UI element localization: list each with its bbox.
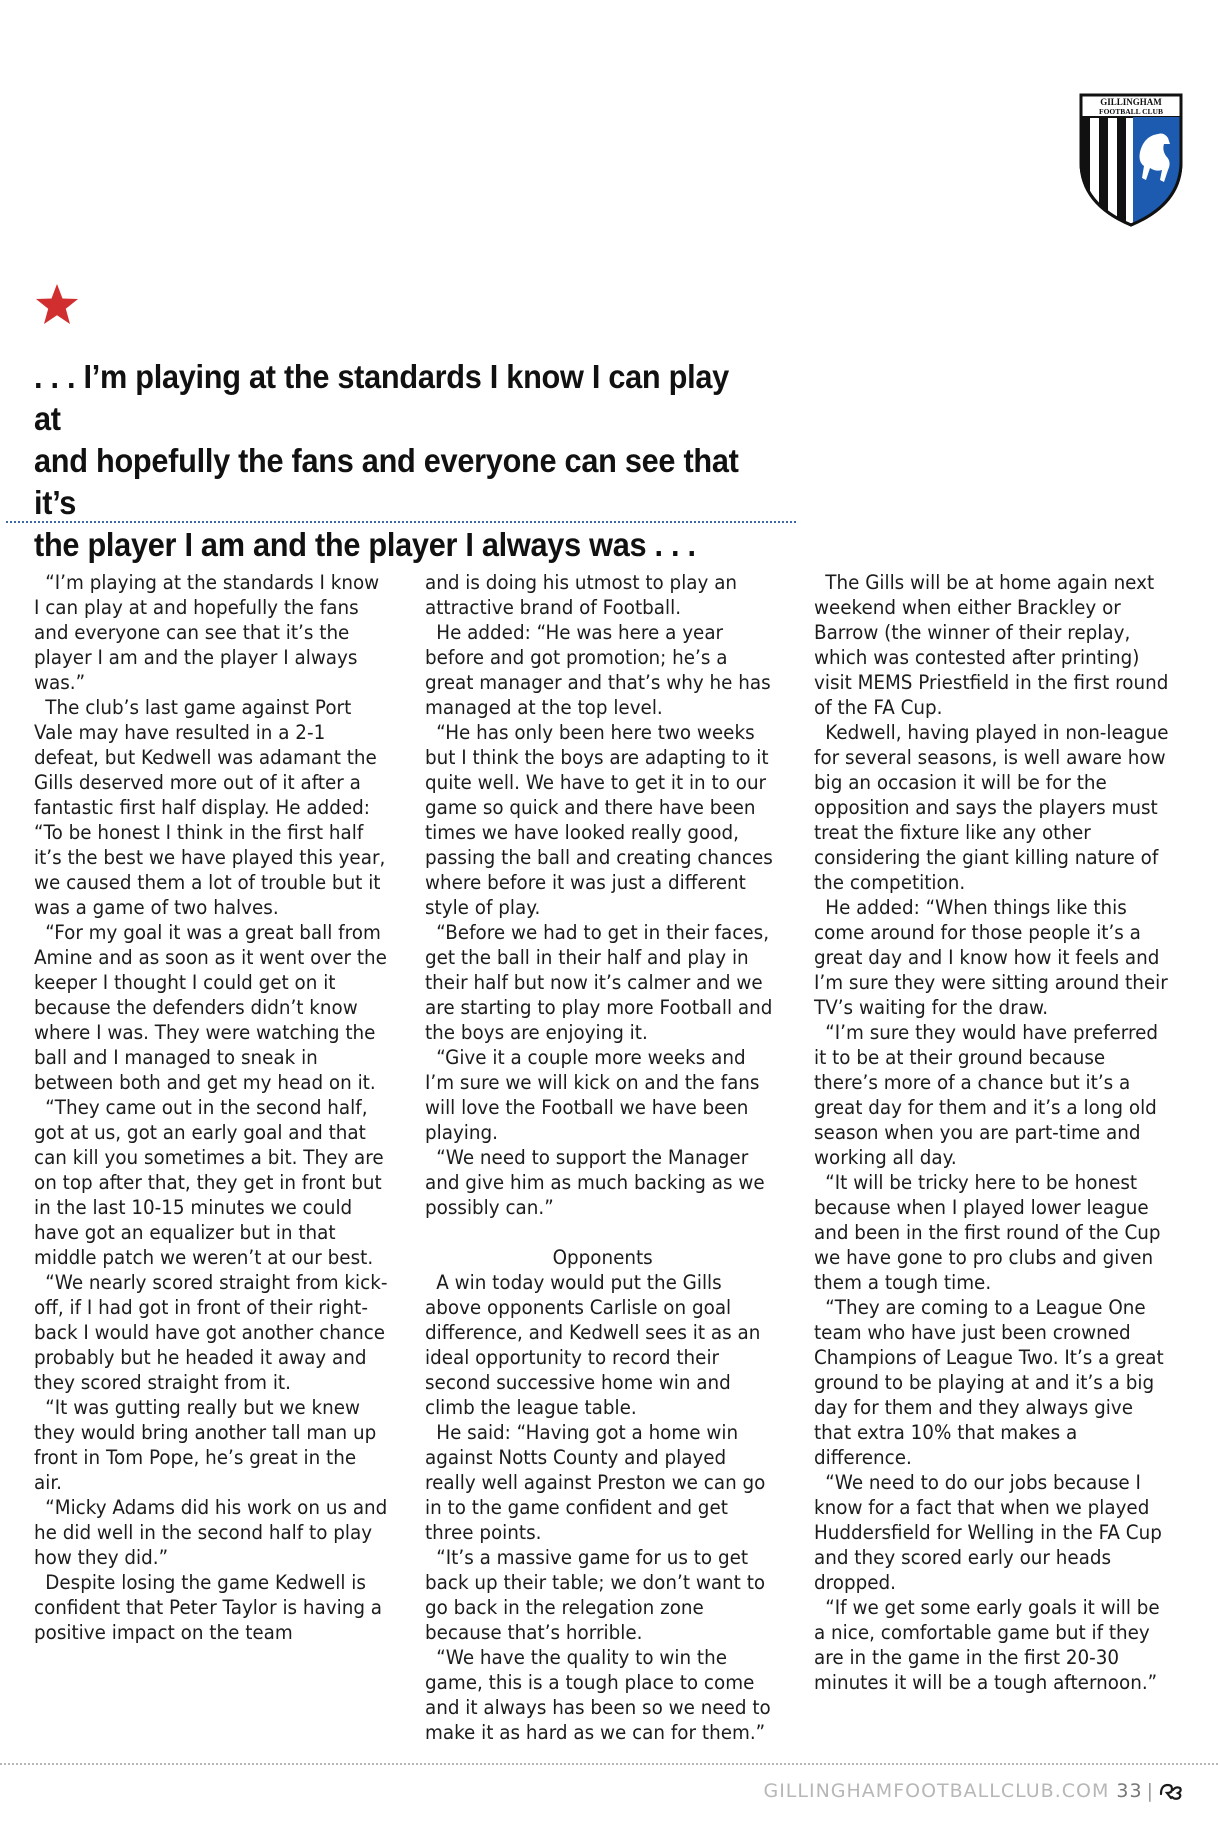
- paragraph: “We need to do our jobs because I know for a fact that when we played Huddersfield for Welling in the FA Cup and they scored early our heads dropped.: [814, 1471, 1162, 1594]
- gillingham-crest-logo: [1078, 92, 1184, 228]
- paragraph: “We need to support the Manager and give him as much backing as we possibly can.”: [425, 1146, 765, 1219]
- paragraph: The club’s last game against Port Vale may have resulted in a 2-1 defeat, but Kedwell was adamant the Gills deserved more out of it after a fantastic first half display. He added: “To be honest I think in the first half it’s the best we have played this year, we caused them a lot of trouble but it was a game of two halves.: [34, 696, 386, 919]
- paragraph: “It was gutting really but we knew they would bring another tall man up front in Tom Pope, he’s great in the air.: [34, 1396, 377, 1494]
- pull-quote-line-2: and hopefully the fans and everyone can see that it’s: [34, 442, 739, 521]
- paragraph: “It will be tricky here to be honest because when I played lower league and been in the first round of the Cup we have gone to pro clubs and given them a tough time.: [814, 1171, 1161, 1294]
- paragraph: “I’m playing at the standards I know I can play at and hopefully the fans and everyone can see that it’s the player I am and the player I always was.”: [34, 571, 380, 694]
- article-column-3: [814, 570, 1169, 1695]
- paragraph: “We nearly scored straight from kick-off, if I had got in front of their right-back I would have got another chance probably but he headed it away and they scored straight from it.: [34, 1271, 388, 1394]
- pull-quote-line-1: . . . I’m playing at the standards I know I can play at: [34, 358, 729, 437]
- paragraph: “They came out in the second half, got at us, got an early goal and that can kill you sometimes a bit. They are on top after that, they get in front but in the last 10-15 minutes we could have got an equalizer but in that middle patch we weren’t at our best.: [34, 1096, 384, 1269]
- page-footer: [763, 1778, 1184, 1804]
- paragraph: He added: “When things like this come around for those people it’s a great day and I know how it feels and I’m sure they were sitting around their TV’s waiting for the draw.: [814, 896, 1168, 1019]
- article-column-2: [425, 570, 780, 1745]
- footer-separator: |: [1146, 1780, 1154, 1802]
- crest-text-line2: FOOTBALL CLUB: [1099, 107, 1163, 116]
- paragraph: A win today would put the Gills above opponents Carlisle on goal difference, and Kedwell sees it as an ideal opportunity to record their second successive home win and climb the league table.: [425, 1271, 761, 1419]
- paragraph: “If we get some early goals it will be a nice, comfortable game but if they are in the game in the first 20-30 minutes it will be a tough afternoon.”: [814, 1596, 1160, 1694]
- pull-quote: [34, 356, 750, 566]
- subheading-opponents: Opponents: [552, 1246, 653, 1269]
- paragraph: He added: “He was here a year before and got promotion; he’s a great manager and that’s why he has managed at the top level.: [425, 621, 771, 719]
- paragraph: “He has only been here two weeks but I think the boys are adapting to it quite well. We have to get it in to our game so quick and there have been times we have looked really good, passing the ball and creating chances where before it was just a different style of play.: [425, 721, 773, 919]
- paragraph: “I’m sure they would have preferred it to be at their ground because there’s more of a chance but it’s a great day for them and it’s a long old season when you are part-time and working all day.: [814, 1021, 1159, 1169]
- paragraph: “We have the quality to win the game, this is a tough place to come and it always has been so we need to make it as hard as we can for them.”: [425, 1646, 771, 1744]
- paragraph: Kedwell, having played in non-league for several seasons, is well aware how big an occasion it will be for the opposition and says the players must treat the fixture like any other considering the giant killing nature of the competition.: [814, 721, 1169, 894]
- crest-text-line1: GILLINGHAM: [1100, 97, 1162, 107]
- page-number: 33: [1116, 1780, 1143, 1802]
- paragraph: The Gills will be at home again next weekend when either Brackley or Barrow (the winner of their replay, which was contested after printing) visit MEMS Priestfield in the first round of the FA Cup.: [814, 571, 1169, 719]
- red-star-icon: [34, 282, 80, 328]
- pull-quote-line-3: the player I am and the player I always was . . .: [34, 526, 696, 563]
- paragraph: Despite losing the game Kedwell is confident that Peter Taylor is having a positive impact on the team: [34, 1571, 383, 1644]
- paragraph: and is doing his utmost to play an attractive brand of Football.: [425, 571, 738, 619]
- paragraph: “Before we had to get in their faces, get the ball in their half and play in their half but now it’s calmer and we are starting to play more Football and the boys are enjoying it.: [425, 921, 773, 1044]
- footer-website: GILLINGHAMFOOTBALLCLUB.COM: [763, 1780, 1110, 1802]
- dotted-divider-top: [6, 521, 796, 523]
- paragraph: “It’s a massive game for us to get back up their table; we don’t want to go back in the relegation zone because that’s horrible.: [425, 1546, 766, 1644]
- paragraph: He said: “Having got a home win against Notts County and played really well against Preston we can go in to the game confident and get three points.: [425, 1421, 766, 1544]
- paragraph: “They are coming to a League One team who have just been crowned Champions of League Two. It’s a great ground to be playing at and it’s a big day for them and they always give that extra 10% that makes a difference.: [814, 1296, 1164, 1469]
- dotted-divider-bottom: [0, 1763, 1218, 1765]
- paragraph: “Micky Adams did his work on us and he did well in the second half to play how they did.”: [34, 1496, 388, 1569]
- paragraph: “Give it a couple more weeks and I’m sure we will kick on and the fans will love the Football we have been playing.: [425, 1046, 760, 1144]
- club-monogram-icon: [1158, 1780, 1184, 1802]
- article-column-1: [34, 570, 389, 1645]
- paragraph: “For my goal it was a great ball from Amine and as soon as it went over the keeper I thought I could get on it because the defenders didn’t know where I was. They were watching the ball and I managed to sneak in between both and get my head on it.: [34, 921, 387, 1094]
